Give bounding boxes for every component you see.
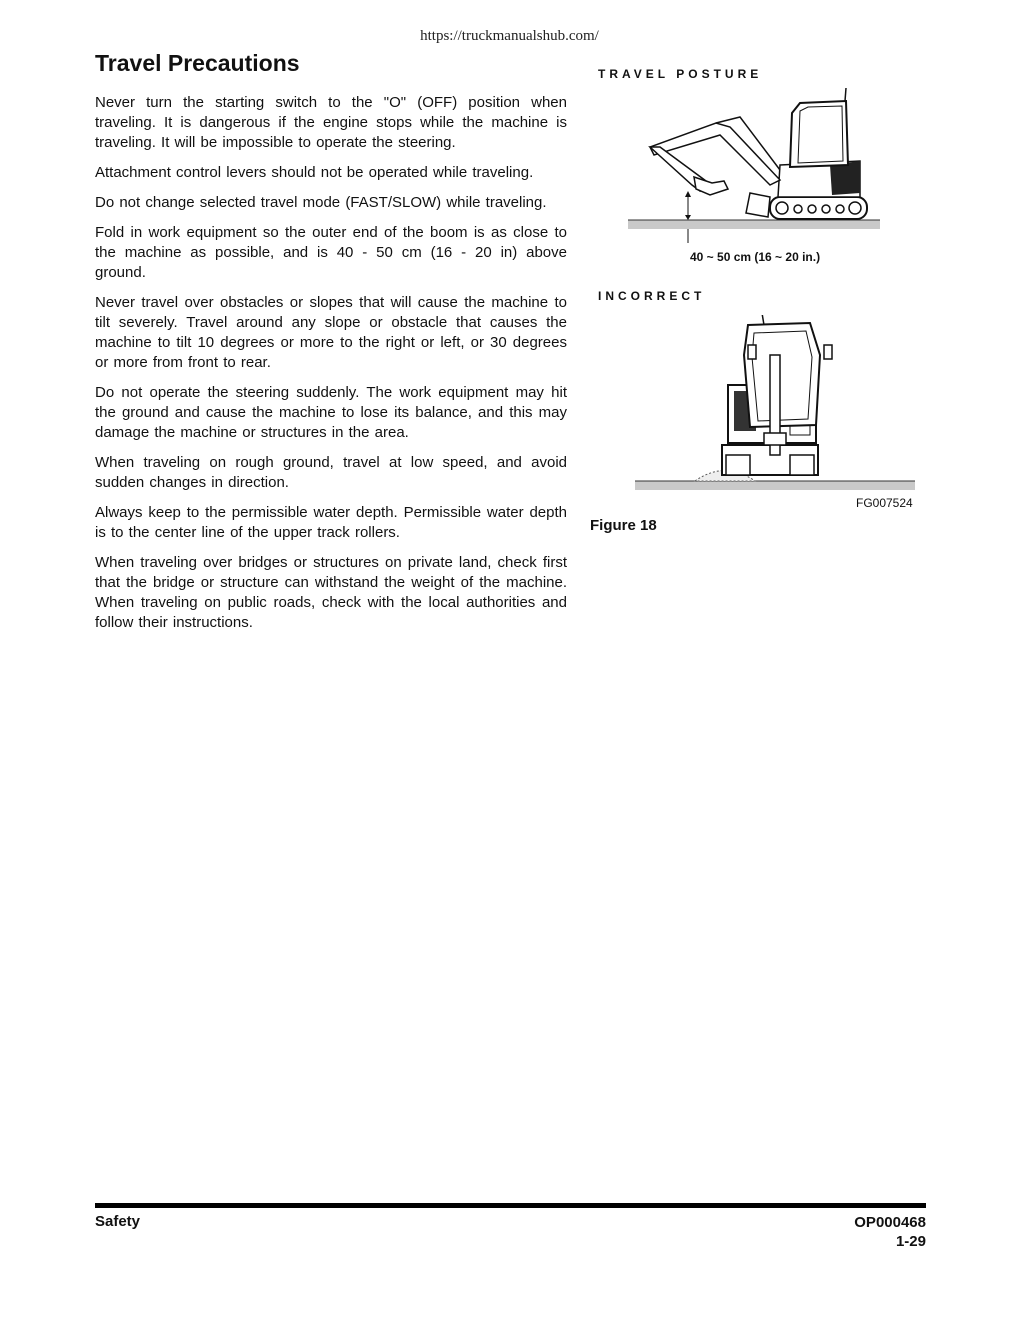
doc-number: OP000468	[854, 1214, 926, 1231]
footer-rule	[95, 1203, 926, 1208]
paragraph: When traveling over bridges or structures on private land, check first that the bridge or structure can withstand the weight of the machine. When traveling on public roads, check with the local authorities and follow their instructions.	[95, 554, 567, 631]
paragraph: Do not operate the steering suddenly. The work equipment may hit the ground and cause the machine to lose its balance, and this may damage the machine or structures in the area.	[95, 384, 567, 441]
paragraph: Fold in work equipment so the outer end of the boom is as close to the machine as possible, and is 40 - 50 cm (16 - 20 in) above ground.	[95, 224, 567, 281]
incorrect-illustration	[630, 315, 920, 495]
body-text	[95, 93, 567, 643]
figure-title: Figure 18	[590, 517, 657, 534]
paragraph: Never turn the starting switch to the "O" (OFF) position when traveling. It is dangerous if the engine stops while the machine is traveling. It will be impossible to operate the steering.	[95, 94, 567, 151]
travel-posture-label: TRAVEL POSTURE	[598, 67, 763, 81]
height-caption: 40 ~ 50 cm (16 ~ 20 in.)	[690, 250, 821, 264]
figure-id: FG007524	[856, 496, 913, 510]
page-number: 1-29	[895, 1233, 926, 1250]
incorrect-label: INCORRECT	[598, 289, 706, 303]
paragraph: When traveling on rough ground, travel at low speed, and avoid sudden changes in direction.	[95, 454, 567, 491]
paragraph: Never travel over obstacles or slopes that will cause the machine to tilt severely. Travel around any slope or obstacle that causes the machine to tilt 10 degrees or more to the right or left, or 30 degrees or more from front to rear.	[95, 294, 567, 371]
source-url: https://truckmanualshub.com/	[420, 28, 599, 44]
footer-info	[854, 1213, 926, 1251]
paragraph: Attachment control levers should not be operated while traveling.	[95, 164, 534, 181]
footer-section: Safety	[95, 1213, 141, 1230]
paragraph: Always keep to the permissible water depth. Permissible water depth is to the center line of the upper track rollers.	[95, 504, 567, 541]
paragraph: Do not change selected travel mode (FAST/SLOW) while traveling.	[95, 194, 547, 211]
page-title: Travel Precautions	[95, 50, 300, 76]
travel-posture-illustration	[620, 85, 890, 245]
